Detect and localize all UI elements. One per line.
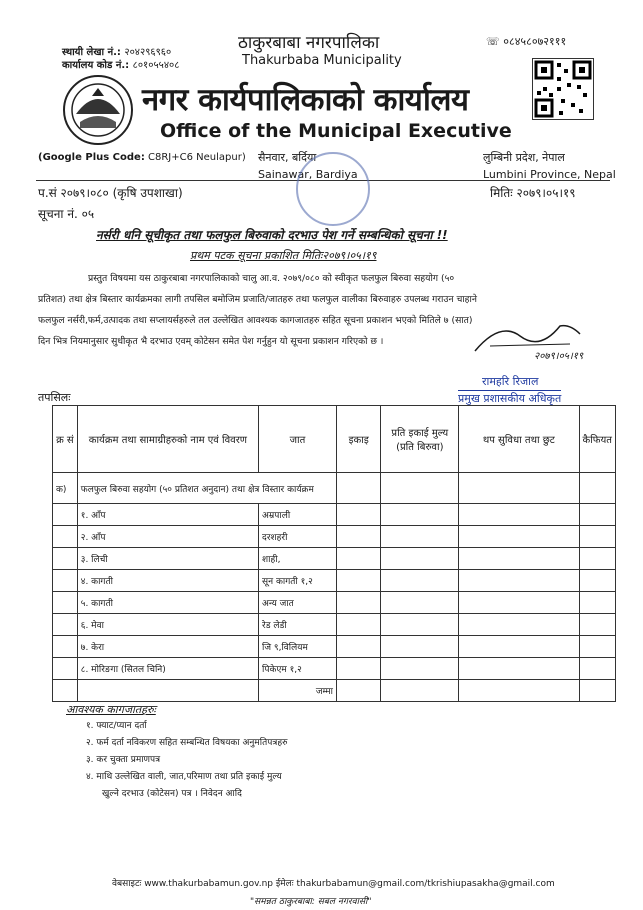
group-sn: क) bbox=[53, 473, 78, 504]
item-name: १. आँप bbox=[77, 504, 258, 526]
col-header: क्र सं bbox=[53, 406, 78, 473]
col-header: थप सुविधा तथा छुट bbox=[459, 406, 579, 473]
signature-date: २०७९।०५।१९ bbox=[534, 351, 584, 362]
table-row bbox=[53, 526, 616, 548]
item-variety: सून कागती १,२ bbox=[259, 570, 337, 592]
notice-title: नर्सरी धनि सूचीकृत तथा फलफुल बिरुवाको दरभाउ पेश गर्ने सम्बन्धिको सूचना !! bbox=[96, 228, 448, 242]
table-header-row bbox=[53, 406, 616, 473]
item-variety: रेड लेडी bbox=[259, 614, 337, 636]
total-label: जम्मा bbox=[259, 680, 337, 702]
address-en: Sainawar, Bardiya bbox=[258, 168, 358, 181]
qr-code bbox=[532, 58, 594, 120]
group-title: फलफुल बिरुवा सहयोग (५० प्रतिशत अनुदान) तथा क्षेत्र विस्तार कार्यक्रम bbox=[77, 473, 336, 504]
office-code bbox=[62, 57, 179, 71]
table-total-row bbox=[53, 680, 616, 702]
item-variety: पिकेएम १,२ bbox=[259, 658, 337, 680]
notice-number: सूचना नं. ०५ bbox=[38, 207, 95, 221]
notice-subtitle: प्रथम पटक सूचना प्रकाशित मितिः२०७९।०५।१९ bbox=[190, 249, 377, 262]
office-stamp bbox=[296, 152, 370, 226]
required-doc-item: खुल्ने दरभाउ (कोटेसन) पत्र । निवेदन आदि bbox=[102, 789, 242, 799]
reference-number: प.सं २०७९।०८० (कृषि उपशाखा) bbox=[38, 186, 183, 200]
table-group-row bbox=[53, 473, 616, 504]
table-row bbox=[53, 548, 616, 570]
table-row bbox=[53, 658, 616, 680]
item-name: ३. लिची bbox=[77, 548, 258, 570]
item-variety: जि ९,विलियम bbox=[259, 636, 337, 658]
body-line: प्रतिशत) तथा क्षेत्र बिस्तार कार्यक्रमका लागी तपसिल बमोजिम प्रजाति/जातहरु तथा फलफुल वालीका बिरुवाहरु उपलब्ध गराउन चाहाने bbox=[38, 294, 478, 305]
required-docs-title: आवश्यक कागजातहरुः bbox=[66, 703, 156, 716]
col-header: इकाइ bbox=[336, 406, 380, 473]
phone-icon: ☏ bbox=[486, 35, 500, 48]
municipality-name-en: Thakurbaba Municipality bbox=[242, 53, 402, 68]
permanent-account-label: स्थायी लेखा नं.: bbox=[62, 47, 121, 58]
province-np: लुम्बिनी प्रदेश, नेपाल bbox=[483, 151, 565, 164]
office-code-label: कार्यालय कोड नं.: bbox=[62, 60, 130, 71]
item-variety: अम्रपाली bbox=[259, 504, 337, 526]
signatory-name: रामहरि रिजाल bbox=[482, 375, 539, 388]
footer-contact: वेबसाइटः www.thakurbabamun.gov.np ईमेलः thakurbabamun@gmail.com/tkrishiupasakha@gmail.com bbox=[112, 879, 555, 889]
phone-number bbox=[486, 34, 566, 49]
body-line: दिन भित्र नियमानुसार सुधीकृत भै दरभाउ एवम् कोटेसन समेत पेश गर्नुहुन यो सूचना प्रकाशन गरिएको छ । bbox=[38, 336, 384, 347]
required-doc-item: ४. माथि उल्लेखित वाली, जात,परिमाण तथा प्रति इकाई मुल्य bbox=[86, 772, 282, 782]
table-row bbox=[53, 504, 616, 526]
permanent-account-no: २०४२९६९६० bbox=[124, 47, 172, 58]
body-line: प्रस्तुत विषयमा यस ठाकुरबाबा नगरपालिकाको चालु आ.व. २०७९/०८० को स्वीकृत फलफुल बिरुवा सहयोग (५० bbox=[88, 273, 455, 284]
body-line: फलफुल नर्सरी,फर्म,उत्पादक तथा सप्लायर्सहरुले तल उल्लेखित आवश्यक कागजातहरु सहित सूचना प्रकाशन भएको मितिले ७ (सात) bbox=[38, 315, 473, 326]
required-doc-item: २. फर्म दर्ता नविकरण सहित सम्बन्धित विषयका अनुमतिपत्रहरु bbox=[86, 738, 288, 748]
google-plus-code-value: C8RJ+C6 Neulapur) bbox=[148, 152, 246, 163]
col-header: जात bbox=[259, 406, 337, 473]
item-name: ८. मोरिङगा (सितल चिनि) bbox=[77, 658, 258, 680]
item-variety: शाही, bbox=[259, 548, 337, 570]
address-np: सैनवार, बर्दिया bbox=[258, 151, 317, 164]
required-docs-list bbox=[86, 718, 287, 803]
item-variety: दरशहरी bbox=[259, 526, 337, 548]
office-code-no: ८०१०५५४०८ bbox=[132, 60, 180, 71]
item-name: ६. मेवा bbox=[77, 614, 258, 636]
province-en: Lumbini Province, Nepal bbox=[483, 168, 616, 181]
phone-value: ०८४५८०७२१११ bbox=[503, 35, 567, 48]
col-header: प्रति इकाई मुल्य (प्रति बिरुवा) bbox=[381, 406, 459, 473]
table-caption: तपसिलः bbox=[38, 391, 71, 404]
footer-slogan: "समन्नत ठाकुरबाबा: सबल नगरवासी" bbox=[250, 897, 372, 907]
nepal-emblem-logo bbox=[62, 74, 134, 146]
table-row bbox=[53, 636, 616, 658]
signatory-title: प्रमुख प्रशासकीय अधिकृत bbox=[458, 392, 562, 405]
table-row bbox=[53, 614, 616, 636]
required-doc-item: १. फ्याट/प्यान दर्ता bbox=[86, 721, 147, 731]
letter-date: मितिः २०७९।०५।१९ bbox=[490, 186, 576, 200]
item-variety: अन्य जात bbox=[259, 592, 337, 614]
office-name-np: नगर कार्यपालिकाको कार्यालय bbox=[142, 82, 469, 118]
col-header: कार्यक्रम तथा सामाग्रीहरुको नाम एवं विवरण bbox=[77, 406, 258, 473]
table-row bbox=[53, 592, 616, 614]
office-name-en: Office of the Municipal Executive bbox=[160, 120, 512, 142]
municipality-name-np: ठाकुरबाबा नगरपालिका bbox=[238, 33, 380, 53]
item-name: ७. केरा bbox=[77, 636, 258, 658]
table-row bbox=[53, 570, 616, 592]
google-plus-code bbox=[38, 152, 246, 163]
item-name: ५. कागती bbox=[77, 592, 258, 614]
col-header: कैफियत bbox=[579, 406, 615, 473]
item-name: २. आँप bbox=[77, 526, 258, 548]
permanent-account bbox=[62, 44, 171, 58]
required-doc-item: ३. कर चुक्ता प्रमाणपत्र bbox=[86, 755, 161, 765]
item-name: ४. कागती bbox=[77, 570, 258, 592]
google-plus-code-label: (Google Plus Code: bbox=[38, 152, 145, 163]
price-table bbox=[52, 405, 616, 702]
